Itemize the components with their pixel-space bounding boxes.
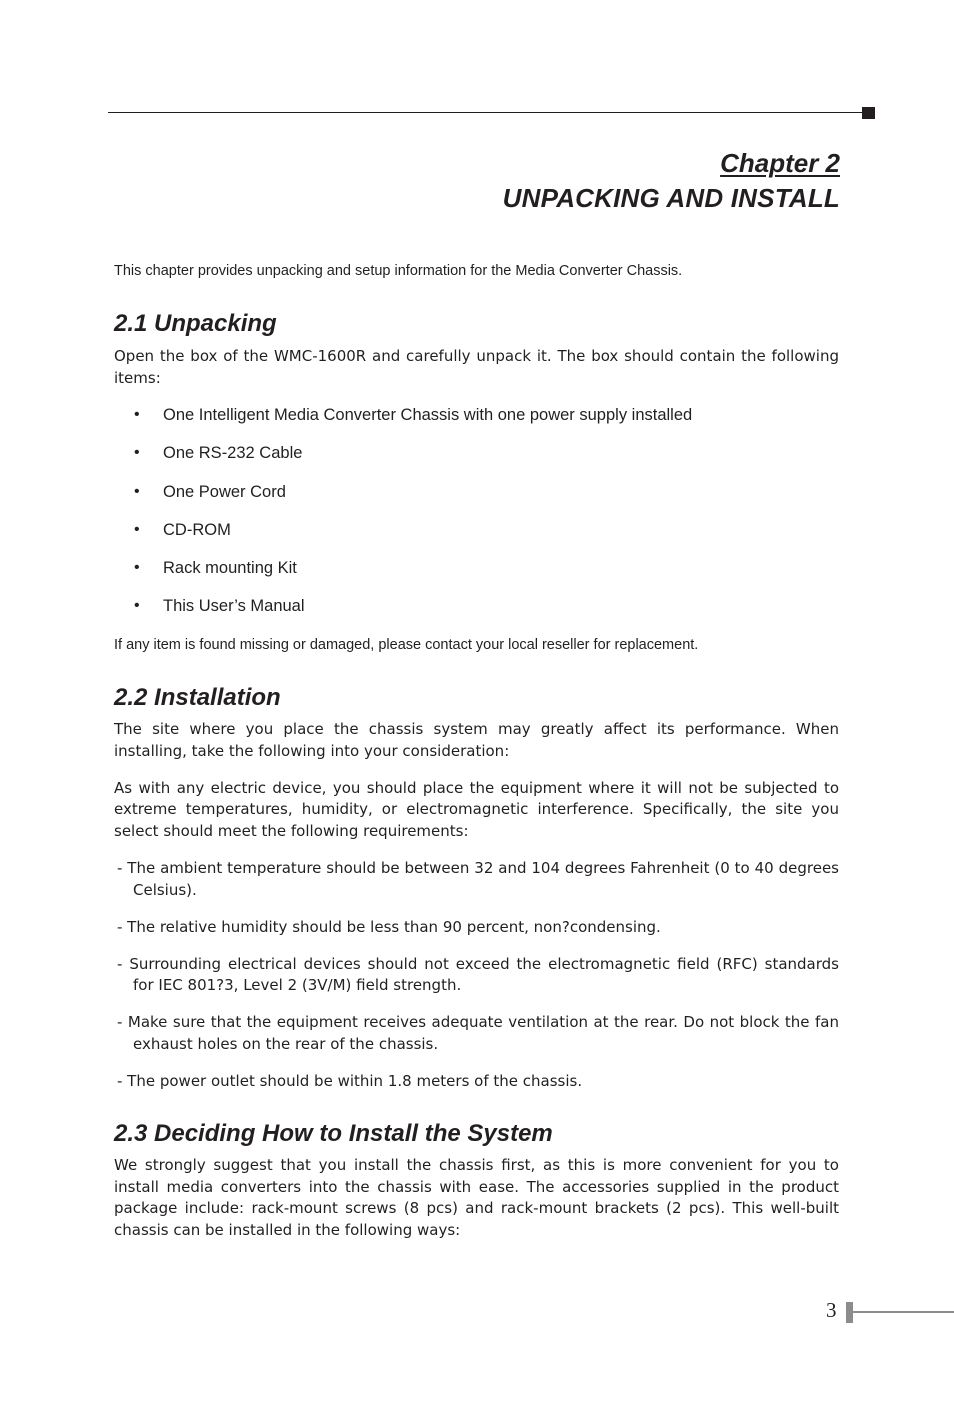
list-item: • This User’s Manual [134,597,305,616]
footer-bar [846,1302,853,1323]
bullet-icon: • [134,597,140,615]
list-item: - The relative humidity should be less than 90 percent, non?condensing. [117,917,661,936]
paragraph: The site where you place the chassis system may greatly affect its performance. When installing, take the following into your consideration: [114,720,839,760]
chapter-title: UNPACKING AND INSTALL [502,183,840,213]
footer-rule [853,1311,954,1313]
bullet-icon: • [134,406,140,423]
missing-item-note: If any item is found missing or damaged, please contact your local reseller for replacement. [114,637,699,653]
list-item: - Surrounding electrical devices should not exceed the electromagnetic field (RFC) standards for IEC 801?3, Level 2 (3V/M) field strength. [117,954,839,994]
paragraph: As with any electric device, you should place the equipment where it will not be subjected to extreme temperatures, humidity, or electromagnetic interference. Specifically, the site you select should meet the following requirements: [114,778,839,840]
header-square-marker [862,107,875,119]
list-item: • One Power Cord [134,482,286,501]
bullet-icon: • [134,559,140,577]
list-item: • One Intelligent Media Converter Chassis with one power supply installed [134,406,693,424]
list-item: - Make sure that the equipment receives adequate ventilation at the rear. Do not block the fan exhaust holes on the rear of the chassis. [117,1013,839,1053]
site-requirements-list [114,858,839,1108]
list-item: - The ambient temperature should be between 32 and 104 degrees Fahrenheit (0 to 40 degrees Celsius). [117,859,839,899]
paragraph: Open the box of the WMC-1600R and carefully unpack it. The box should contain the following items: [114,347,839,387]
bullet-icon: • [134,520,140,538]
header-rule [108,112,864,113]
package-contents-list [134,404,692,634]
section-title-installation: 2.2 Installation [114,684,281,711]
list-item: • Rack mounting Kit [134,559,297,578]
chapter-number: Chapter 2 [720,148,840,178]
page-number: 3 [826,1298,837,1322]
bullet-icon: • [134,482,140,500]
chapter-heading [503,146,840,216]
chapter-intro: This chapter provides unpacking and setup information for the Media Converter Chassis. [114,263,683,279]
section-title-deciding-install: 2.3 Deciding How to Install the System [114,1120,553,1147]
section-body-installation [114,719,839,842]
list-item: • CD-ROM [134,520,231,539]
list-item: - The power outlet should be within 1.8 meters of the chassis. [117,1071,583,1090]
bullet-icon: • [134,444,140,462]
paragraph: We strongly suggest that you install the chassis first, as this is more convenient for you to install media converters into the chassis with ease. The accessories supplied in the product package include: rack-mount screws (8 pcs) and rack-mount brackets (2 pcs). This well-built chassis can be installed in the following ways: [114,1156,839,1239]
section-body-unpacking [114,346,839,389]
section-title-unpacking: 2.1 Unpacking [114,310,277,337]
list-item: • One RS-232 Cable [134,444,303,463]
section-body-deciding-install [114,1155,839,1241]
